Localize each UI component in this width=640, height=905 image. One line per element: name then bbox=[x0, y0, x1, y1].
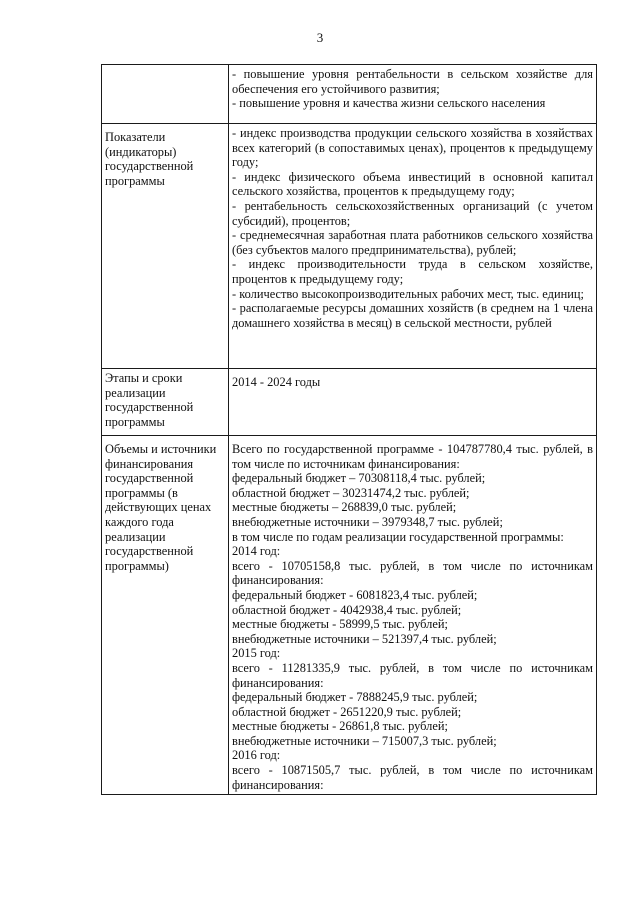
stages-label: Этапы и сроки реализации государственной программы bbox=[102, 369, 229, 436]
indicators-row bbox=[102, 124, 597, 369]
indicator-item: - индекс производительности труда в сельском хозяйстве, процентов к предыдущему году; bbox=[232, 257, 593, 286]
indicators-label: Показатели (индикаторы) государственной программы bbox=[102, 124, 229, 369]
indicator-item: - количество высокопроизводительных рабочих мест, тыс. единиц; bbox=[232, 286, 584, 301]
stages-value: 2014 - 2024 годы bbox=[229, 369, 597, 436]
funding-line: областной бюджет – 30231474,2 тыс. рублей; bbox=[232, 485, 470, 500]
funding-line: местные бюджеты – 268839,0 тыс. рублей; bbox=[232, 500, 457, 515]
program-passport-table bbox=[101, 64, 597, 795]
funding-label: Объемы и источники финансирования государственной программы (в действующих ценах каждого года реализации государственной программы) bbox=[102, 436, 229, 795]
funding-line: областной бюджет - 2651220,9 тыс. рублей; bbox=[232, 704, 462, 719]
funding-line: всего - 10871505,7 тыс. рублей, в том числе по источникам финансирования: bbox=[232, 763, 593, 792]
indicator-item: - индекс физического объема инвестиций в основной капитал сельского хозяйства, процентов к предыдущему году; bbox=[232, 169, 593, 199]
indicator-item: - располагаемые ресурсы домашних хозяйств (в среднем на 1 члена домашнего хозяйства в месяц) в сельской местности, рублей bbox=[232, 301, 593, 330]
funding-line: внебюджетные источники – 715007,3 тыс. рублей; bbox=[232, 733, 497, 748]
funding-line: Всего по государственной программе - 104787780,4 тыс. рублей, в том числе по источникам финансирования: bbox=[232, 442, 593, 471]
funding-line: федеральный бюджет - 6081823,4 тыс. рублей; bbox=[232, 587, 478, 602]
funding-line: внебюджетные источники – 3979348,7 тыс. рублей; bbox=[232, 514, 503, 529]
indicator-item: - рентабельность сельскохозяйственных организаций (с учетом субсидий), процентов; bbox=[232, 198, 593, 228]
funding-line: местные бюджеты - 58999,5 тыс. рублей; bbox=[232, 617, 448, 632]
funding-line: всего - 10705158,8 тыс. рублей, в том числе по источникам финансирования: bbox=[232, 558, 593, 588]
funding-row bbox=[102, 436, 597, 795]
indicator-item: - индекс производства продукции сельского хозяйства в хозяйствах всех категорий (в сопоставимых ценах), процентов к предыдущему году; bbox=[232, 126, 593, 170]
goal-item: - повышение уровня рентабельности в сельском хозяйстве для обеспечения его устойчивого развития; bbox=[232, 67, 593, 96]
funding-content bbox=[229, 436, 597, 795]
funding-line: в том числе по годам реализации государственной программы: bbox=[232, 529, 564, 544]
funding-year-heading: 2016 год: bbox=[232, 748, 281, 763]
goals-label bbox=[102, 65, 229, 124]
funding-line: внебюджетные источники – 521397,4 тыс. рублей; bbox=[232, 631, 497, 646]
funding-line: федеральный бюджет - 7888245,9 тыс. рублей; bbox=[232, 690, 478, 705]
funding-line: всего - 11281335,9 тыс. рублей, в том числе по источникам финансирования: bbox=[232, 660, 593, 690]
funding-year-heading: 2015 год: bbox=[232, 646, 281, 661]
funding-line: областной бюджет - 4042938,4 тыс. рублей; bbox=[232, 602, 462, 617]
indicators-content bbox=[229, 124, 597, 369]
goals-content bbox=[229, 65, 597, 124]
funding-line: местные бюджеты - 26861,8 тыс. рублей; bbox=[232, 719, 448, 734]
page-number: 3 bbox=[316, 30, 324, 45]
funding-line: федеральный бюджет – 70308118,4 тыс. рублей; bbox=[232, 471, 486, 486]
funding-year-heading: 2014 год: bbox=[232, 544, 281, 559]
stages-row bbox=[102, 369, 597, 436]
goal-item: - повышение уровня и качества жизни сельского населения bbox=[232, 96, 546, 111]
indicator-item: - среднемесячная заработная плата работников сельского хозяйства (без субъектов малого предпринимательства), рублей; bbox=[232, 228, 593, 257]
goals-row bbox=[102, 65, 597, 124]
